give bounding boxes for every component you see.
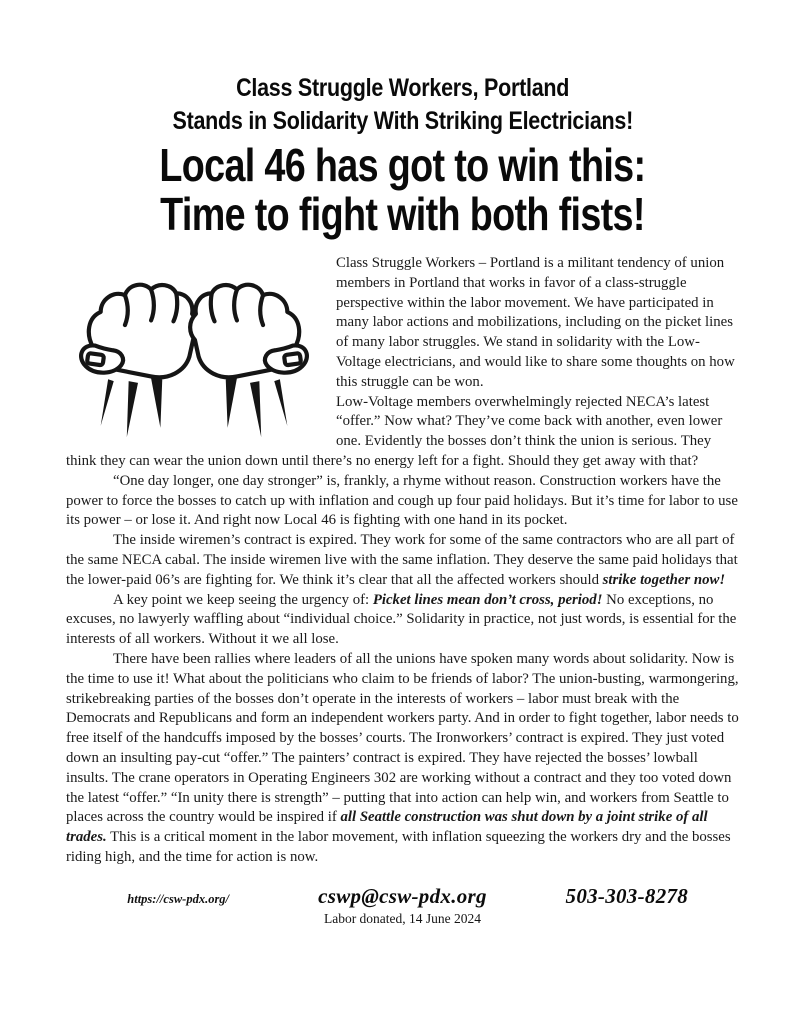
- paragraph-text: This is a critical moment in the labor movement, with inflation squeezing the workers dry and the bosses riding high, and the time for action is now.: [66, 829, 731, 865]
- solidarity-text: Stands in Solidarity With Striking Electricians!: [172, 107, 633, 135]
- flyer-footer: [66, 884, 739, 927]
- paragraph-text: The inside wiremen’s contract is expired. They work for some of the same contractors who are all part of the same NECA cabal. The inside wiremen live with the same inflation. They deserve the same paid holidays that the lower-paid 06’s are fighting for. We think it’s clear that all the affected workers should: [66, 532, 738, 588]
- headline-block: [66, 141, 739, 239]
- website-cell: [66, 890, 290, 908]
- emphasized-text: strike together now!: [602, 571, 726, 588]
- paragraph-text: No exceptions, no excuses, no lawyerly waffling about “individual choice.” Solidarity in practice, not just words, is essential for the interests of all workers. Without it we all lose.: [66, 591, 737, 648]
- email-link[interactable]: cswp@csw-pdx.org: [318, 883, 487, 908]
- body-paragraph: [66, 650, 739, 868]
- email-cell: [290, 884, 514, 909]
- article-body: [66, 254, 739, 868]
- body-paragraph: [66, 472, 739, 531]
- paragraph-text: Class Struggle Workers – Portland is a militant tendency of union members in Portland that works in favor of a class-struggle perspective within the labor movement. We have participated in many labor actions and mobilizations, including on the picket lines of many labor struggles. We stand in solidarity with the Low-Voltage electricians, and would like to share some thoughts on how this struggle can be won.: [336, 255, 735, 390]
- phone-number: 503-303-8278: [565, 883, 689, 908]
- paragraph-text: A key point we keep seeing the urgency of:: [113, 591, 373, 608]
- headline-text-1: Local 46 has got to win this:: [159, 139, 646, 191]
- headline-line-1: [66, 141, 739, 190]
- paragraph-text: There have been rallies where leaders of all the unions have spoken many words about solidarity. Now is the time to use it! What about the politicians who claim to be friends of labor? The union-busting, warmongering, strikebreaking parties of the bosses don’t operate in the interests of workers – labor must break with the Democrats and Republicans and form an independent workers party. And in order to fight together, labor needs to free itself of the handcuffs imposed by the bosses’ courts. The Ironworkers’ contract is expired. They just voted down an insulting pay-cut “offer.” The painters’ contract is expired. They have rejected the bosses’ lowball insults. The crane operators in Operating Engineers 302 are working without a contract and they too voted down the latest “offer.” “In unity there is strength” – putting that into action can help win, and workers from Seattle to places across the country would be inspired if: [66, 650, 739, 826]
- solidarity-line: [66, 105, 739, 138]
- flyer-header: [66, 72, 739, 239]
- two-fists-illustration: [68, 256, 320, 438]
- emphasized-text: all Seattle construction was shut down by a joint strike of all trades.: [66, 809, 708, 846]
- website-link[interactable]: https://csw-pdx.org/: [127, 891, 230, 906]
- headline-text-2: Time to fight with both fists!: [160, 188, 645, 240]
- contact-row: [66, 884, 739, 909]
- body-paragraph: [66, 591, 739, 650]
- phone-cell: [515, 884, 739, 909]
- two-fists-icon: [68, 256, 320, 438]
- paragraph-text: Low-Voltage members overwhelmingly rejected NECA’s latest “offer.” Now what? They’ve come back with another, even lower one. Evidently the bosses don’t think the union is serious. They think they can wear the union down until there’s no energy left for a fight. Should they get away with that?: [66, 393, 723, 469]
- headline-line-2: [66, 190, 739, 239]
- body-paragraph: [66, 531, 739, 590]
- labor-donated-note: Labor donated, 14 June 2024: [323, 910, 482, 926]
- org-title-text: Class Struggle Workers, Portland: [235, 74, 570, 102]
- paragraph-text: “One day longer, one day stronger” is, frankly, a rhyme without reason. Construction workers have the power to force the bosses to catch up with inflation and cough up four paid holidays. But it’s time for labor to use its power – or lose it. And right now Local 46 is fighting with one hand in its pocket.: [66, 472, 738, 529]
- org-title-line: [66, 72, 739, 105]
- emphasized-text: Picket lines mean don’t cross, period!: [372, 591, 603, 608]
